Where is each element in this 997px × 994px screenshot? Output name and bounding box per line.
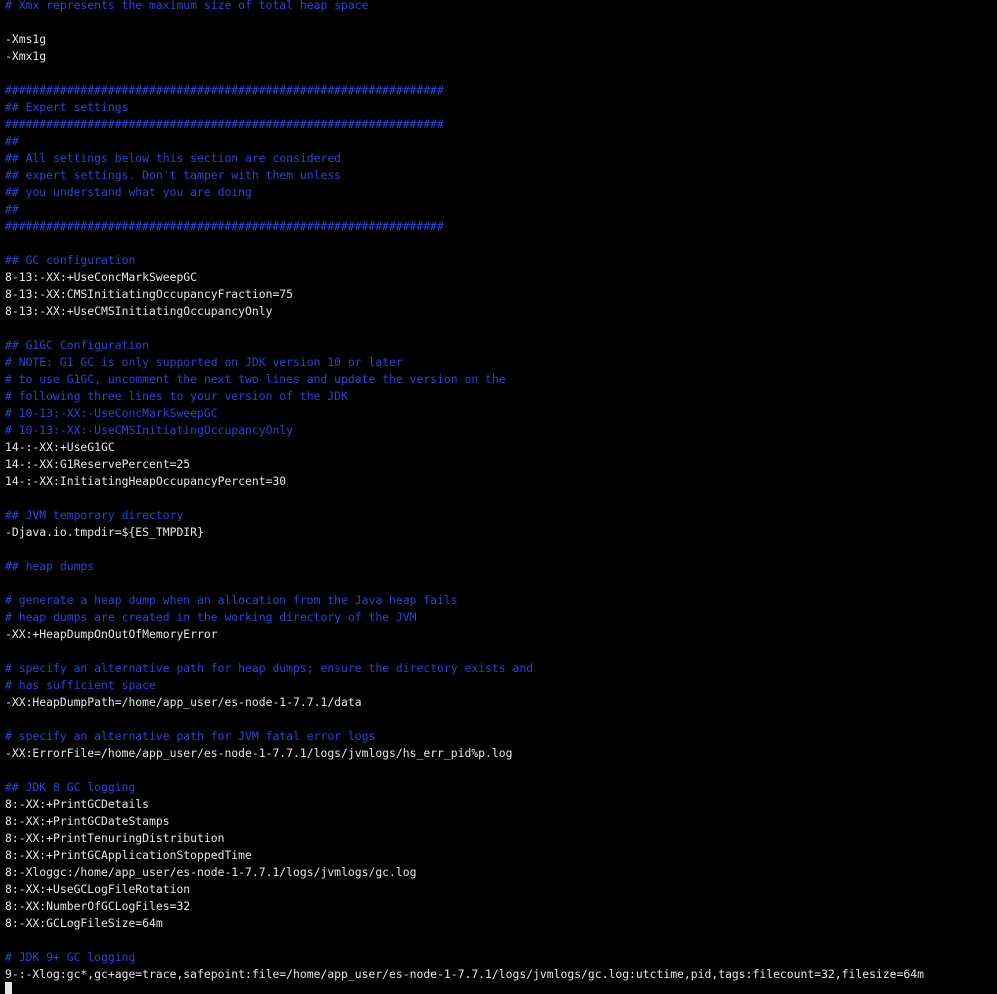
comment-line: ## bbox=[5, 202, 19, 216]
blank-line bbox=[5, 490, 995, 507]
blank-line bbox=[5, 320, 995, 337]
comment-line: # to use G1GC, uncomment the next two lines and update the version on the bbox=[5, 372, 506, 386]
option-line: -Xmx1g bbox=[5, 49, 47, 63]
option-line: -Xms1g bbox=[5, 32, 47, 46]
option-line: 8:-XX:GCLogFileSize=64m bbox=[5, 916, 163, 930]
blank-line bbox=[5, 643, 995, 660]
option-line: -XX:+HeapDumpOnOutOfMemoryError bbox=[5, 627, 218, 641]
comment-line: # Xmx represents the maximum size of total heap space bbox=[5, 0, 369, 12]
comment-line: # has sufficient space bbox=[5, 678, 156, 692]
comment-line: # 10-13:-XX:-UseConcMarkSweepGC bbox=[5, 406, 218, 420]
comment-line: # following three lines to your version of the JDK bbox=[5, 389, 348, 403]
comment-line: ## Expert settings bbox=[5, 100, 129, 114]
option-line: 8:-XX:+PrintGCDateStamps bbox=[5, 814, 170, 828]
text-cursor bbox=[5, 982, 12, 994]
terminal-text-area[interactable] bbox=[5, 0, 995, 983]
option-line: 14-:-XX:G1ReservePercent=25 bbox=[5, 457, 191, 471]
comment-line: # generate a heap dump when an allocation from the Java heap fails bbox=[5, 593, 458, 607]
option-line: 9-:-Xlog:gc*,gc+age=trace,safepoint:file=/home/app_user/es-node-1-7.7.1/logs/jvmlogs/gc.log:utctime,pid,tags:filecount=32,filesize=64m bbox=[5, 967, 924, 981]
blank-line bbox=[5, 762, 995, 779]
option-line: 8:-XX:+PrintTenuringDistribution bbox=[5, 831, 225, 845]
option-line: -XX:HeapDumpPath=/home/app_user/es-node-1-7.7.1/data bbox=[5, 695, 362, 709]
comment-line: ################################################################ bbox=[5, 83, 444, 97]
comment-line: ## GC configuration bbox=[5, 253, 136, 267]
option-line: 8-13:-XX:+UseConcMarkSweepGC bbox=[5, 270, 198, 284]
comment-line: # heap dumps are created in the working directory of the JVM bbox=[5, 610, 417, 624]
comment-line: ## JDK 8 GC logging bbox=[5, 780, 136, 794]
comment-line: # 10-13:-XX:-UseCMSInitiatingOccupancyOnly bbox=[5, 423, 294, 437]
option-line: 8-13:-XX:+UseCMSInitiatingOccupancyOnly bbox=[5, 304, 273, 318]
option-line: 8:-XX:NumberOfGCLogFiles=32 bbox=[5, 899, 191, 913]
option-line: -Djava.io.tmpdir=${ES_TMPDIR} bbox=[5, 525, 204, 539]
comment-line: ################################################################ bbox=[5, 117, 444, 131]
blank-line bbox=[5, 541, 995, 558]
blank-line bbox=[5, 932, 995, 949]
option-line: 14-:-XX:+UseG1GC bbox=[5, 440, 115, 454]
option-line: 8:-Xloggc:/home/app_user/es-node-1-7.7.1/logs/jvmlogs/gc.log bbox=[5, 865, 417, 879]
comment-line: ## bbox=[5, 134, 19, 148]
comment-line: ## expert settings. Don't tamper with them unless bbox=[5, 168, 342, 182]
comment-line: ## All settings below this section are considered bbox=[5, 151, 342, 165]
comment-line: ################################################################ bbox=[5, 219, 444, 233]
comment-line: # specify an alternative path for JVM fatal error logs bbox=[5, 729, 376, 743]
comment-line: ## you understand what you are doing bbox=[5, 185, 252, 199]
comment-line: ## heap dumps bbox=[5, 559, 95, 573]
blank-line bbox=[5, 711, 995, 728]
comment-line: # JDK 9+ GC logging bbox=[5, 950, 136, 964]
blank-line bbox=[5, 14, 995, 31]
option-line: 14-:-XX:InitiatingHeapOccupancyPercent=30 bbox=[5, 474, 287, 488]
blank-line bbox=[5, 235, 995, 252]
blank-line bbox=[5, 65, 995, 82]
comment-line: ## G1GC Configuration bbox=[5, 338, 150, 352]
option-line: 8:-XX:+UseGCLogFileRotation bbox=[5, 882, 191, 896]
comment-line: # NOTE: G1 GC is only supported on JDK version 10 or later bbox=[5, 355, 403, 369]
option-line: -XX:ErrorFile=/home/app_user/es-node-1-7.7.1/logs/jvmlogs/hs_err_pid%p.log bbox=[5, 746, 513, 760]
option-line: 8:-XX:+PrintGCApplicationStoppedTime bbox=[5, 848, 252, 862]
comment-line: # specify an alternative path for heap dumps; ensure the directory exists and bbox=[5, 661, 534, 675]
option-line: 8-13:-XX:CMSInitiatingOccupancyFraction=75 bbox=[5, 287, 294, 301]
comment-line: ## JVM temporary directory bbox=[5, 508, 184, 522]
blank-line bbox=[5, 575, 995, 592]
option-line: 8:-XX:+PrintGCDetails bbox=[5, 797, 150, 811]
